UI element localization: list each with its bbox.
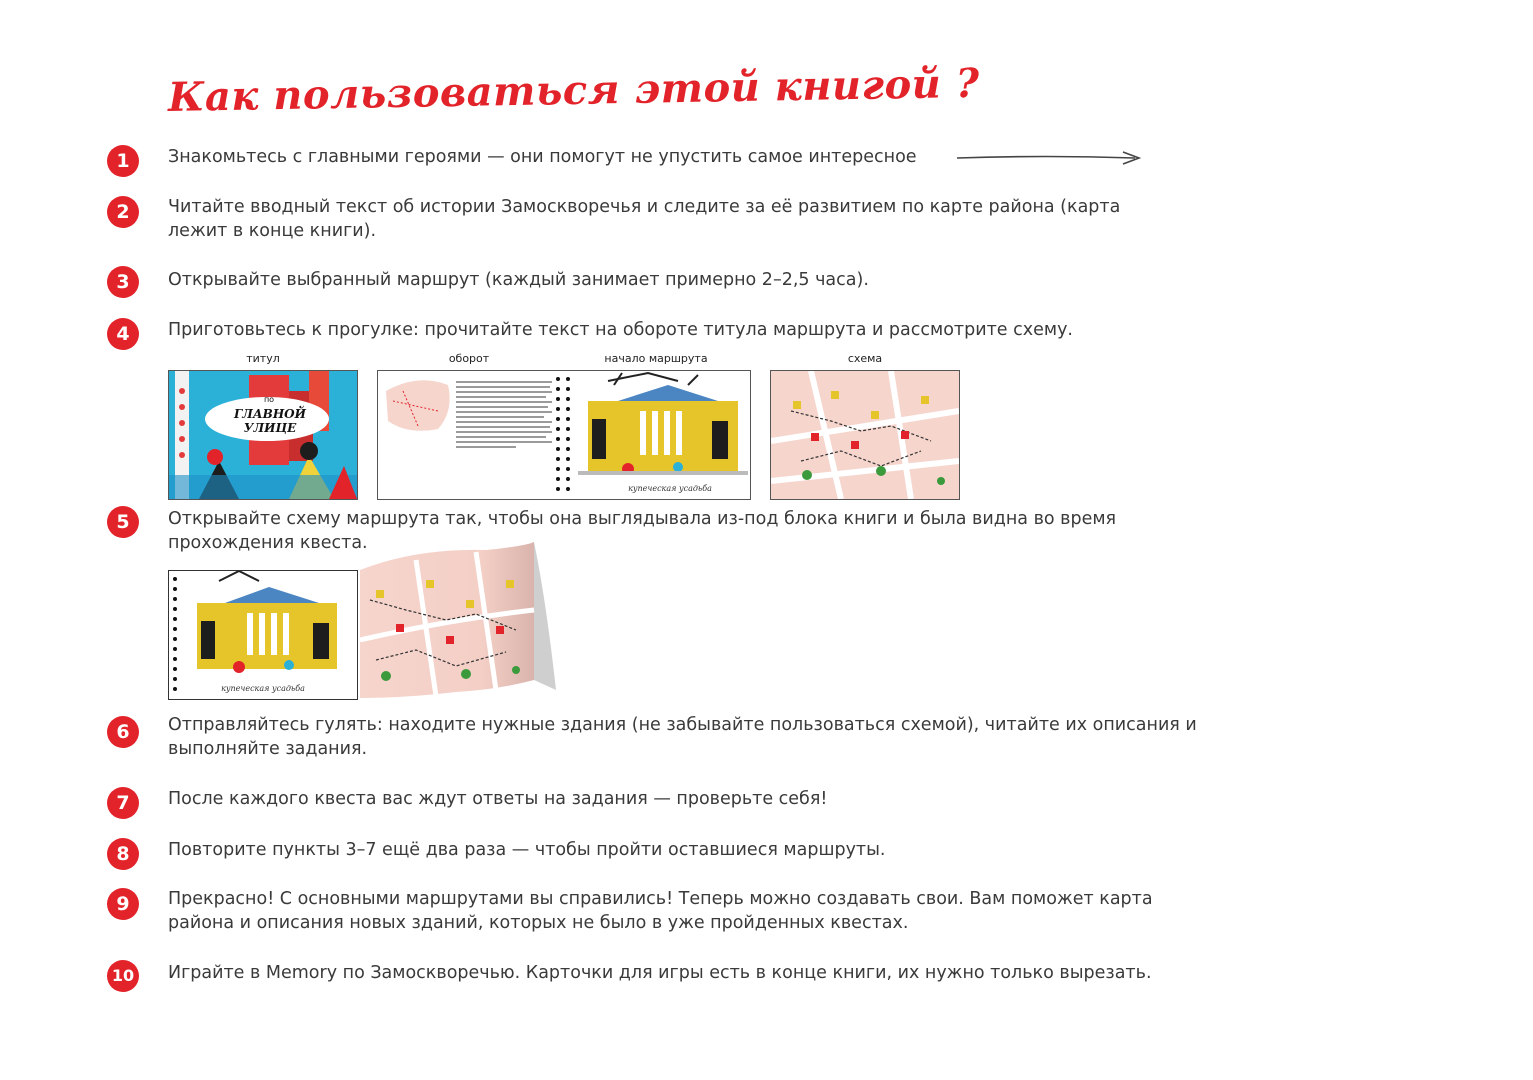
arrow-right-icon: [955, 149, 1145, 167]
step-text-4: Приготовьтесь к прогулке: прочитайте текст на обороте титула маршрута и рассмотрите схему.: [168, 320, 1073, 340]
step-number-10: 10: [107, 960, 139, 992]
step-number-1: 1: [107, 145, 139, 177]
step-number-4: 4: [107, 318, 139, 350]
step-text-9: Прекрасно! С основными маршрутами вы справились! Теперь можно создавать свои. Вам поможет карта района и описания новых зданий, которых не было в уже пройденных квестах.: [168, 889, 1153, 933]
titul-street-prefix: по: [263, 395, 275, 404]
step-number-6: 6: [107, 716, 139, 748]
titul-street-title: ГЛАВНОЙ УЛИЦЕ: [234, 407, 306, 435]
spread-estate-caption: купеческая усадьба: [628, 484, 712, 493]
step-text-7: После каждого квеста вас ждут ответы на задания — проверьте себя!: [168, 789, 828, 809]
scheme-map-thumbnail: [770, 370, 960, 500]
book-estate-caption: купеческая усадьба: [221, 684, 305, 693]
step-text-3: Открывайте выбранный маршрут (каждый занимает примерно 2–2,5 часа).: [168, 270, 869, 290]
step-text-6: Отправляйтесь гулять: находите нужные здания (не забывайте пользоваться схемой), читайте их описания и выполняйте задания.: [168, 715, 1197, 759]
caption-oborot: оборот: [448, 352, 490, 365]
caption-scheme: схема: [847, 352, 883, 365]
step-number-5: 5: [107, 506, 139, 538]
step-number-2: 2: [107, 196, 139, 228]
page-title: Как пользоваться этой книгой ?: [167, 59, 980, 121]
step-text-2: Читайте вводный текст об истории Замоскворечья и следите за её развитием по карте района (карта лежит в конце книги).: [168, 197, 1121, 241]
step-text-10: Играйте в Memory по Замоскворечью. Карточки для игры есть в конце книги, их нужно только вырезать.: [168, 963, 1152, 983]
foldout-map-illustration: [356, 540, 566, 705]
step-text-1: Знакомьтесь с главными героями — они помогут не упустить самое интересное: [168, 147, 917, 167]
titul-thumbnail: [168, 370, 358, 500]
step-text-5: Открывайте схему маршрута так, чтобы она выглядывала из-под блока книги и была видна во время прохождения квеста.: [168, 509, 1117, 553]
step-number-9: 9: [107, 888, 139, 920]
cityscape-illustration: [169, 371, 357, 499]
spread-illustration: [378, 371, 750, 499]
step-text-8: Повторите пункты 3–7 ещё два раза — чтобы пройти оставшиеся маршруты.: [168, 840, 886, 860]
oborot-spread-thumbnail: [377, 370, 751, 500]
caption-titul: титул: [246, 352, 280, 365]
step-number-3: 3: [107, 266, 139, 298]
book-block-illustration: [169, 571, 357, 699]
scheme-map-illustration: [771, 371, 959, 499]
book-block-thumbnail: [168, 570, 358, 700]
caption-start: начало маршрута: [604, 352, 708, 365]
step-number-8: 8: [107, 838, 139, 870]
step-number-7: 7: [107, 787, 139, 819]
